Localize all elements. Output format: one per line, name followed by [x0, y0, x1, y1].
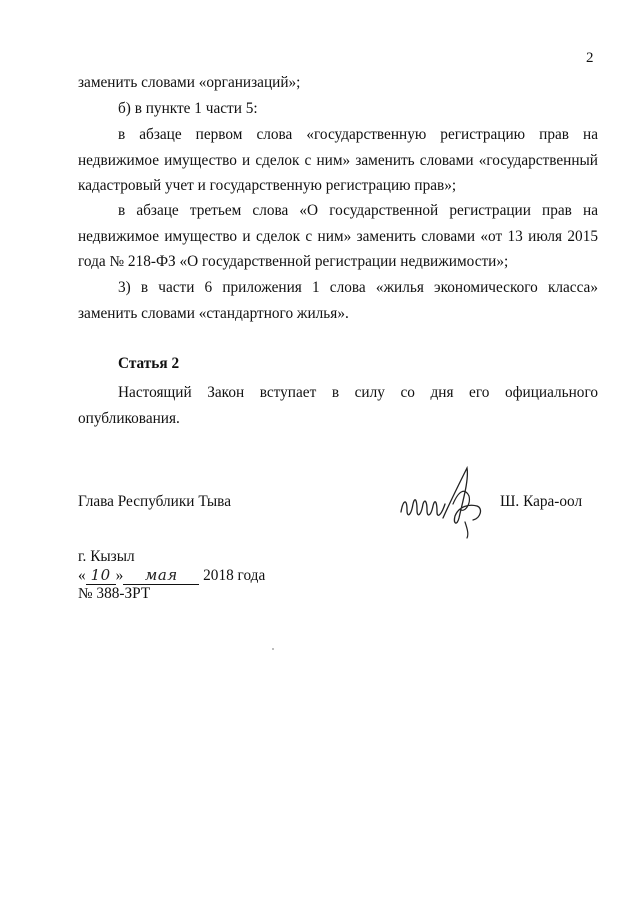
paragraph-continuation: заменить словами «организаций»; [78, 74, 301, 91]
article-heading: Статья 2 [118, 355, 180, 372]
date-year: 2018 года [203, 567, 266, 584]
paragraph-item-3: 3) в части 6 приложения 1 слова «жилья экономического класса» заменить словами «стандартного жилья». [78, 279, 598, 322]
handwritten-signature [395, 460, 495, 540]
article-text: Настоящий Закон вступает в силу со дня его официального опубликования. [78, 384, 598, 427]
signatory-title: Глава Республики Тыва [78, 493, 231, 510]
date-day: 10 [86, 566, 116, 585]
paragraph-item-b: б) в пункте 1 части 5: [118, 100, 258, 117]
date-open-quote: « [78, 567, 86, 584]
paragraph-first-abzac: в абзаце первом слова «государственную регистрацию прав на недвижимое имущество и сделок с ним» заменить словами «государственный кадастровый учет и государственную регистрацию прав»; [78, 126, 598, 194]
scan-speck [272, 648, 274, 650]
date-month: мая [123, 566, 199, 585]
signatory-name: Ш. Кара-оол [500, 493, 583, 510]
place: г. Кызыл [78, 548, 135, 565]
paragraph-third-abzac: в абзаце третьем слова «О государственной регистрации прав на недвижимое имущество и сделок с ним» заменить словами «от 13 июля 2015 года № 218-ФЗ «О государственной регистрации недвижимости»; [78, 202, 598, 270]
signing-date [78, 566, 265, 585]
date-close-quote: » [115, 567, 124, 584]
law-number: № 388-ЗРТ [78, 585, 151, 602]
page-number: 2 [586, 50, 594, 66]
